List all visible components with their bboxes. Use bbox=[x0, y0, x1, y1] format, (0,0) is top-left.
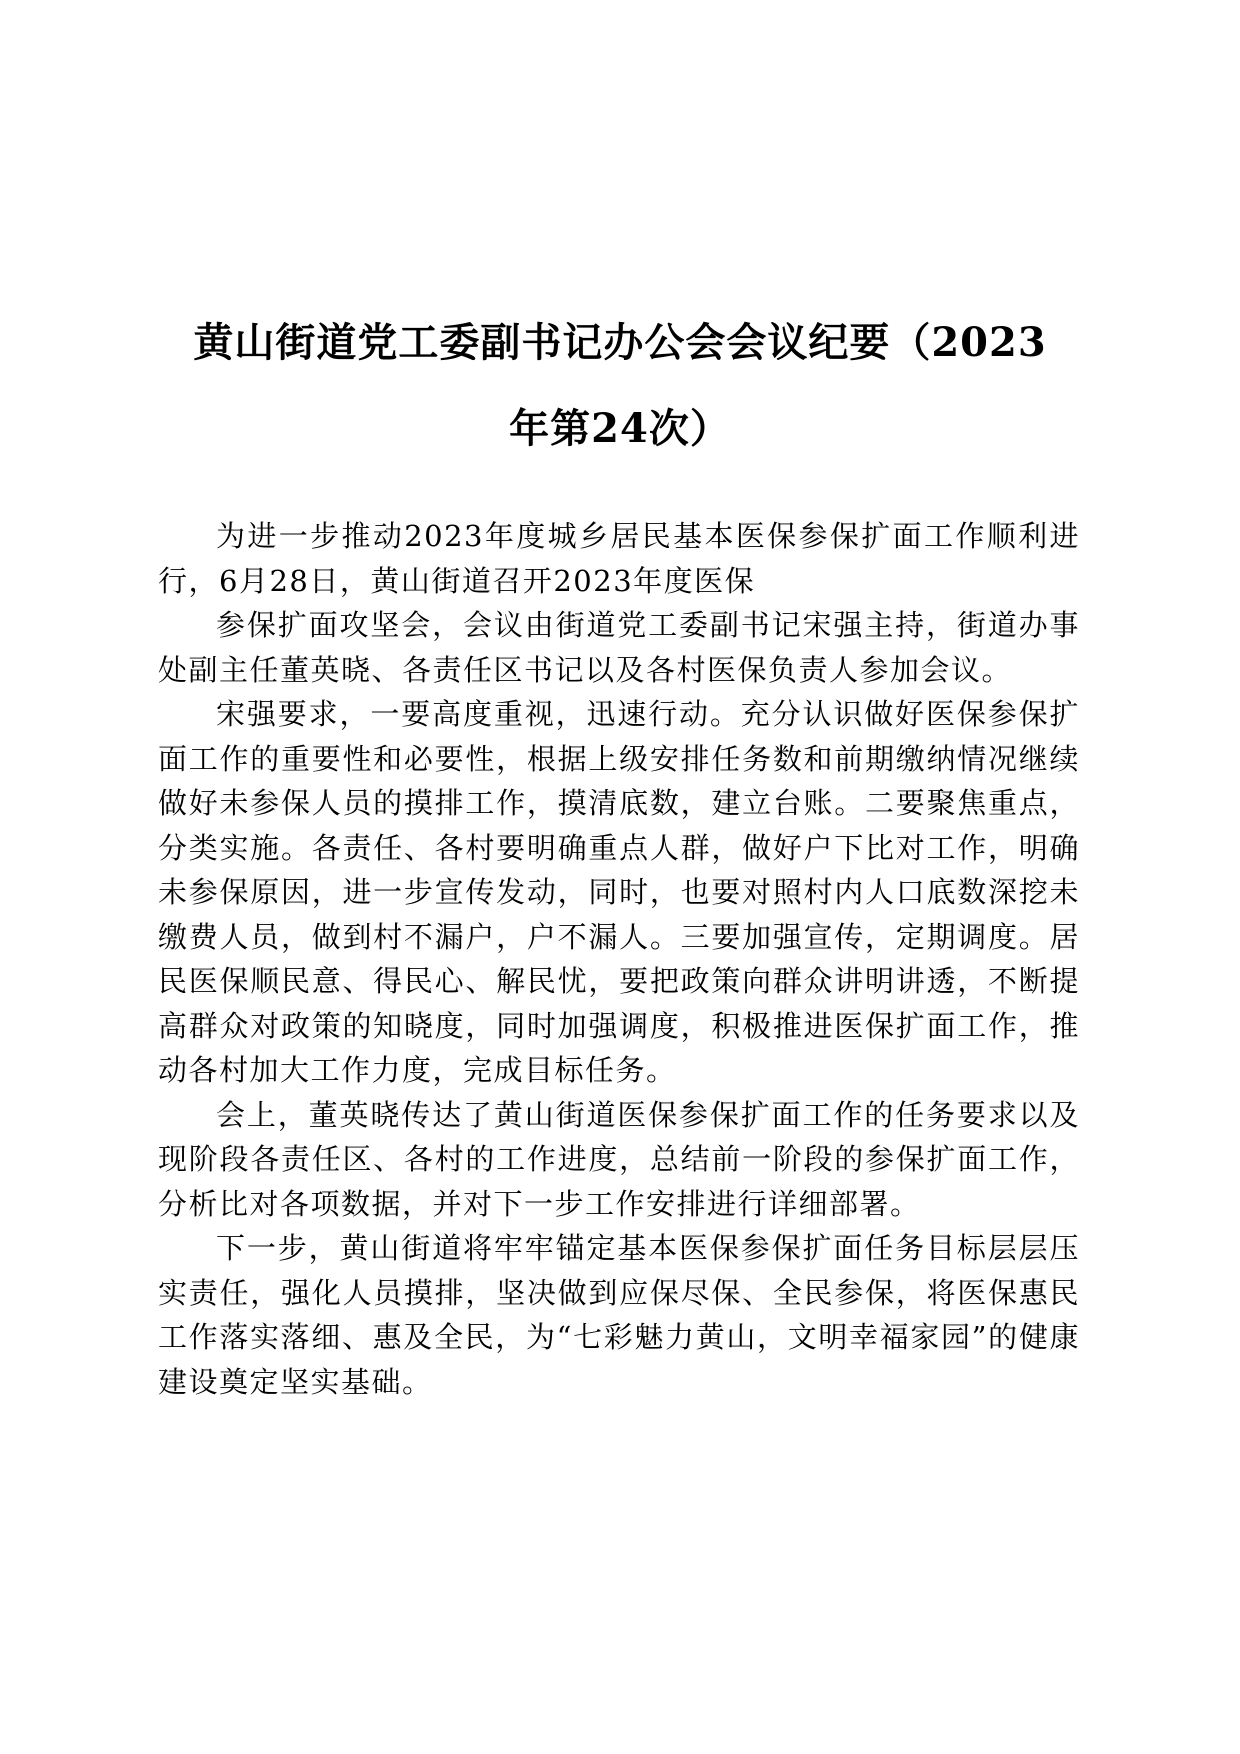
paragraph-requirements: 宋强要求，一要高度重视，迅速行动。充分认识做好医保参保扩面工作的重要性和必要性，根据上级安排任务数和前期缴纳情况继续做好未参保人员的摸排工作，摸清底数，建立台账。二要聚焦重点，分类实施。各责任、各村要明确重点人群，做好户下比对工作，明确未参保原因，进一步宣传发动，同时，也要对照村内人口底数深挖未缴费人员，做到村不漏户，户不漏人。三要加强宣传，定期调度。居民医保顺民意、得民心、解民忧，要把政策向群众讲明讲透，不断提高群众对政策的知晓度，同时加强调度，积极推进医保扩面工作，推动各村加大工作力度，完成目标任务。 bbox=[158, 697, 1080, 1087]
document-body bbox=[158, 514, 1080, 1404]
document-title bbox=[150, 300, 1090, 472]
paragraph-meeting-attendees: 参保扩面攻坚会，会议由街道党工委副书记宋强主持，街道办事处副主任董英晓、各责任区书记以及各村医保负责人参加会议。 bbox=[158, 608, 1080, 687]
paragraph-next-steps: 下一步，黄山街道将牢牢锚定基本医保参保扩面任务目标层层压实责任，强化人员摸排，坚决做到应保尽保、全民参保，将医保惠民工作落实落细、惠及全民，为“七彩魅力黄山，文明幸福家园”的健康建设奠定坚实基础。 bbox=[158, 1231, 1080, 1399]
paragraph-meeting-report: 会上，董英晓传达了黄山街道医保参保扩面工作的任务要求以及现阶段各责任区、各村的工作进度，总结前一阶段的参保扩面工作，分析比对各项数据，并对下一步工作安排进行详细部署。 bbox=[158, 1097, 1080, 1221]
paragraph-intro: 为进一步推动2023年度城乡居民基本医保参保扩面工作顺利进行，6月28日，黄山街道召开2023年度医保 bbox=[158, 519, 1080, 598]
title-line-2: 年第24次） bbox=[509, 405, 731, 452]
title-line-1: 黄山街道党工委副书记办公会会议纪要（2023 bbox=[193, 319, 1047, 366]
